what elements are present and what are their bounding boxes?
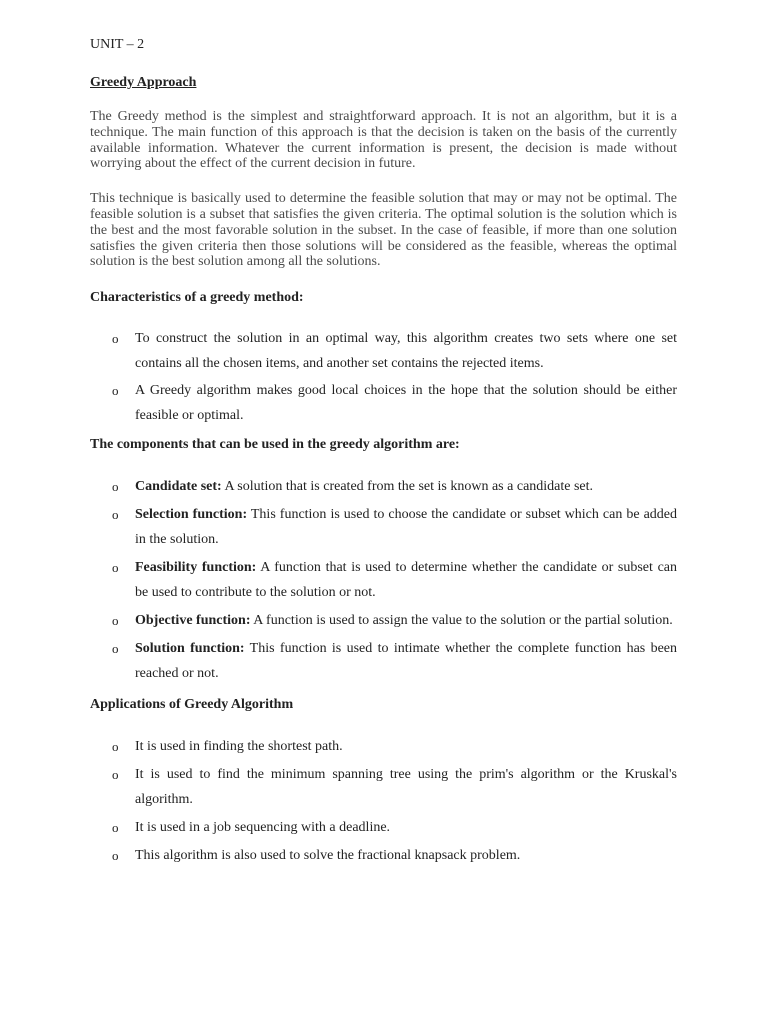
list-item [90, 734, 677, 759]
list-item [90, 815, 677, 840]
list-item-text: This algorithm is also used to solve the fractional knapsack problem. [135, 848, 521, 864]
list-item [90, 326, 677, 376]
term-description: A function is used to assign the value to the solution or the partial solution. [250, 613, 673, 629]
term-label: Selection function: [135, 507, 248, 523]
characteristics-list [90, 326, 677, 428]
bullet-marker: o [112, 641, 119, 657]
list-item [90, 762, 677, 812]
bullet-marker: o [112, 613, 119, 629]
applications-list [90, 734, 677, 868]
characteristics-heading: Characteristics of a greedy method: [90, 290, 304, 306]
term-label: Solution function: [135, 641, 245, 657]
term-description: A function that is used to determine whether the candidate or subset can be used to contribute to the solution or not. [135, 560, 677, 601]
bullet-marker: o [112, 820, 119, 836]
components-heading: The components that can be used in the greedy algorithm are: [90, 437, 460, 453]
list-item-text: A Greedy algorithm makes good local choices in the hope that the solution should be either feasible or optimal. [135, 383, 677, 424]
document-content [90, 36, 677, 868]
list-item-text: It is used in finding the shortest path. [135, 739, 343, 755]
bullet-marker: o [112, 331, 119, 347]
list-item-text: To construct the solution in an optimal way, this algorithm creates two sets where one set contains all the chosen items, and another set contains the rejected items. [135, 331, 677, 372]
list-item [90, 843, 677, 868]
list-item [90, 555, 677, 605]
list-item [90, 608, 677, 633]
list-item [90, 474, 677, 499]
list-item [90, 502, 677, 552]
term-label: Candidate set: [135, 479, 222, 495]
unit-label: UNIT – 2 [90, 37, 145, 52]
term-description: This function is used to intimate whether the complete function has been reached or not. [135, 641, 677, 682]
bullet-marker: o [112, 479, 119, 495]
bullet-marker: o [112, 560, 119, 576]
bullet-marker: o [112, 767, 119, 783]
term-label: Objective function: [135, 613, 251, 629]
applications-heading: Applications of Greedy Algorithm [90, 697, 294, 713]
bullet-marker: o [112, 848, 119, 864]
feasible-paragraph: This technique is basically used to determine the feasible solution that may or may not be optimal. The feasible solution is a subset that satisfies the given criteria. The optimal solution is the solution which is the best and the most favorable solution in the subset. In the case of feasible, if more than one solution satisfies the given criteria then those solutions will be considered as the feasible, whereas the optimal solution is the best solution among all the solutions. [90, 191, 677, 270]
bullet-marker: o [112, 383, 119, 399]
list-item [90, 636, 677, 686]
bullet-marker: o [112, 507, 119, 523]
bullet-marker: o [112, 739, 119, 755]
term-label: Feasibility function: [135, 560, 257, 576]
term-description: This function is used to choose the candidate or subset which can be added in the solution. [135, 507, 677, 548]
list-item-text: It is used to find the minimum spanning tree using the prim's algorithm or the Kruskal's algorithm. [135, 767, 677, 808]
section-title: Greedy Approach [90, 75, 197, 90]
list-item [90, 378, 677, 428]
term-description: A solution that is created from the set is known as a candidate set. [221, 479, 594, 495]
intro-paragraph: The Greedy method is the simplest and straightforward approach. It is not an algorithm, but it is a technique. The main function of this approach is that the decision is taken on the basis of the currently available information. Whatever the current information is present, the decision is made without worrying about the effect of the current decision in future. [90, 109, 677, 172]
components-list [90, 474, 677, 686]
list-item-text: It is used in a job sequencing with a deadline. [135, 820, 391, 836]
